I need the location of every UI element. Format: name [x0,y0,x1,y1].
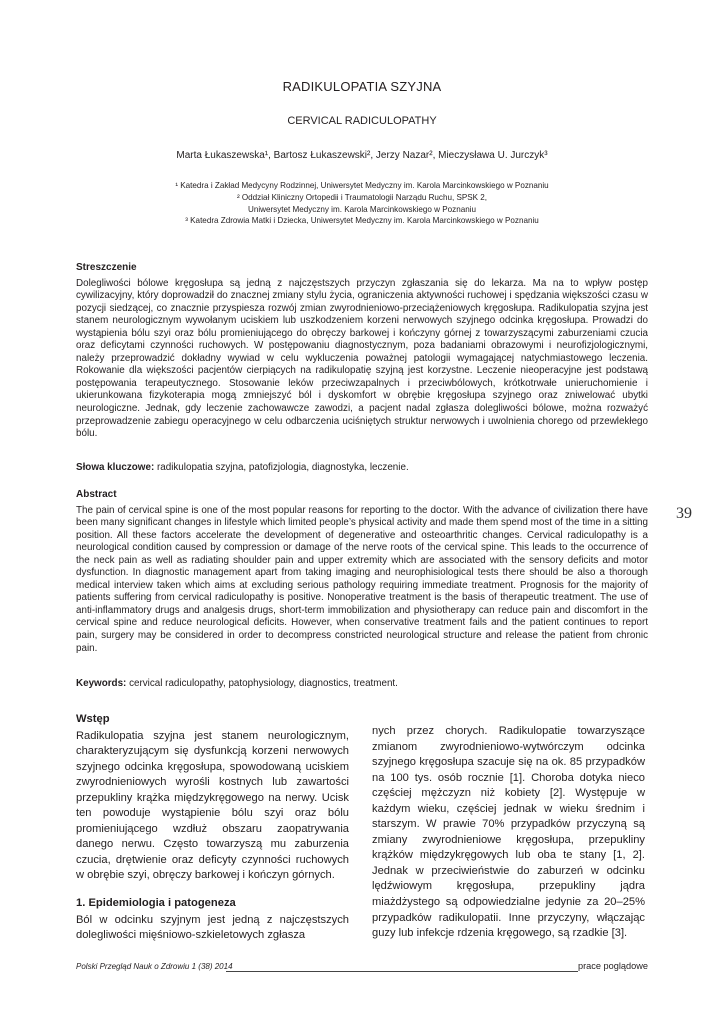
streszczenie-section [76,262,648,441]
article-title: RADIKULOPATIA SZYJNA [282,79,442,94]
keywords-en-text: cervical radiculopathy, patophysiology, diagnostics, treatment. [126,678,398,689]
streszczenie-heading: Streszczenie [76,262,137,273]
intro-heading: Wstęp [76,713,110,725]
right-column-text: nych przez chorych. Radikulopatie towarzyszące zmianom zwyrodnieniowo-wytwórczym odcinka szyjnego kręgosłupa szacuje się na ok. 85 przypadków na 100 tys. osób rocznie [1]. Choroba dotyka nieco częściej mężczyzn niż kobiety [2]. Występuje w każdym wieku, częściej jednak w wieku średnim i starszym. W prawie 70% przypadków przyczyną są zmiany zwyrodnieniowe kręgosłupa, przepukliny krążków międzykręgowych lub oba te stany [1, 2]. Jednak w przeciwieństwie do zaburzeń w odcinku lędźwiowym kręgosłupa, przepukliny jądra miażdżystego są odpowiedzialne jedynie za 20–25% przypadków radikulopatii. Inne przyczyny, włączając guzy lub infekcje rdzenia kręgowego, są rzadkie [3]. [372,725,645,940]
abstract-text: The pain of cervical spine is one of the most popular reasons for reporting to the doctor. With the advance of civilization there have been many significant changes in lifestyle which limited people’s physical activity and made them spend most of the time in a sitting position. All these factors accelerate the development of degenerative and osteoarthritic changes. Cervical radiculopathy is a neurological condition caused by compression or damage of the nerve roots of the cervical spine. This leads to the occurrence of the neck pain as well as radiating shoulder pain and upper extremity which are associated with the sensory deficits and motor dysfunction. In diagnostic management apart from taking imaging and neurophisiological tests there should be also a thorough medical interview taken which aims at excluding serious pathology requiring immediate treatment. Prognosis for the majority of patients suffering from cervical radiculopathy is positive. Nonoperative treatment is the basis of therapeutic treatment. The use of anti-inflammatory drugs and analgesis drugs, short-term immobilization and physiotherapy can reduce pain and discomfort in the cervical spine and reduce neurological deficits. However, when conservative treatment fails and the patient continues to report pain, surgery may be considered in order to decompress constricted neurological structure and release the patient from chronic pain. [76,504,648,654]
affiliation-2: ² Oddział Kliniczny Ortopedii i Traumatologii Narządu Ruchu, SPSK 2, [236,192,488,202]
page-footer [76,962,648,976]
section1-heading: 1. Epidemiologia i patogeneza [76,897,236,910]
author-list: Marta Łukaszewska¹, Bartosz Łukaszewski², Jerzy Nazar², Mieczysława U. Jurczyk³ [176,150,548,161]
keywords-en [76,678,648,691]
keywords-en-label: Keywords: [76,678,127,689]
abstract-heading: Abstract [76,489,117,500]
section1-text: Ból w odcinku szyjnym jest jedną z najczęstszych dolegliwości mięśniowo-szkieletowych zgłasza [76,913,349,942]
footer-rule [226,971,578,972]
affiliation-3: ³ Katedra Zdrowia Matki i Dziecka, Uniwersytet Medyczny im. Karola Marcinkowskiego w Poznaniu [185,216,539,226]
affiliations [0,180,724,227]
journal-name: Polski Przegląd Nauk o Zdrowiu 1 (38) 2014 [76,962,237,971]
keywords-pl-label: Słowa kluczowe: [76,462,155,473]
abstract-section [76,489,648,655]
article-type: prace poglądowe [578,961,648,971]
intro-text: Radikulopatia szyjna jest stanem neurologicznym, charakteryzującym się dysfunkcją korzeni nerwowych szyjnego odcinka kręgosłupa, spowodowaną uciskiem zwyrodnieniowych wyrośli kostnych lub zawartości przepukliny krążka międzykręgowego na nerwy. Ucisk ten powoduje wystąpienie bólu szyi oraz bólu promieniującego wzdłuż obszaru zaopatrywania danego nerwu. Często towarzyszą mu zaburzenia czucia, drętwienie oraz deficyty czynności ruchowych w obrębie szyi, obręczy barkowej i kończyn górnych. [76,729,349,882]
streszczenie-text: Dolegliwości bólowe kręgosłupa są jedną z najczęstszych przyczyn zgłaszania się do lekarza. Ma na to wpływ postęp cywilizacyjny, który doprowadził do znacznej zmiany stylu życia, ograniczenia aktywności ruchowej i spędzania większości czasu w pozycji siedzącej, co znacznie przyspiesza rozwój zmian zwyrodnieniowo-przeciążeniowych kręgosłupa. Radikulopatia szyjna jest stanem neurologicznym wywołanym uciskiem lub uszkodzeniem korzeni nerwowych szyjnego odcinka kręgosłupa. Prowadzi do wystąpienia bólu szyi oraz bólu promieniującego do obręczy barkowej i kończyny górnej z towarzyszącymi zaburzeniami czucia oraz deficytami czynności ruchowych. W postępowaniu diagnostycznym, poza badaniami obrazowymi i neurofizjologicznymi, należy przeprowadzić dokładny wywiad w celu wykluczenia poważnej patologii wymagającej natychmiastowego leczenia. Rokowanie dla większości pacjentów cierpiących na radikulopatię szyjną jest korzystne. Leczenie nieoperacyjne jest podstawą postępowania terapeutycznego. Stosowanie leków przeciwzapalnych i przeciwbólowych, krótkotrwałe unieruchomienie i ukierunkowana fizykoterapia mogą zmniejszyć ból i dyskomfort w obrębie kręgosłupa szyjnego oraz zniwelować ubytki neurologiczne. Jednak, gdy leczenie zachowawcze zawodzi, a pacjent nadal zgłasza dolegliwości bólowe, można rozważyć przeprowadzenie zabiegu operacyjnego w celu odbarczenia uciśniętych struktur nerwowych i uwolnienia chorego od przewlekłego bólu. [76,277,648,440]
keywords-pl [76,462,648,475]
affiliation-1: ¹ Katedra i Zakład Medycyny Rodzinnej, Uniwersytet Medyczny im. Karola Marcinkowskiego w Poznaniu [175,181,549,190]
body-column-left [76,712,349,944]
keywords-pl-text: radikulopatia szyjna, patofizjologia, diagnostyka, leczenie. [154,462,409,473]
affiliation-2-cont: Uniwersytet Medyczny im. Karola Marcinkowskiego w Poznaniu [247,204,477,214]
article-subtitle: CERVICAL RADICULOPATHY [287,115,437,127]
body-column-right [372,724,645,942]
page-number: 39 [676,505,692,522]
